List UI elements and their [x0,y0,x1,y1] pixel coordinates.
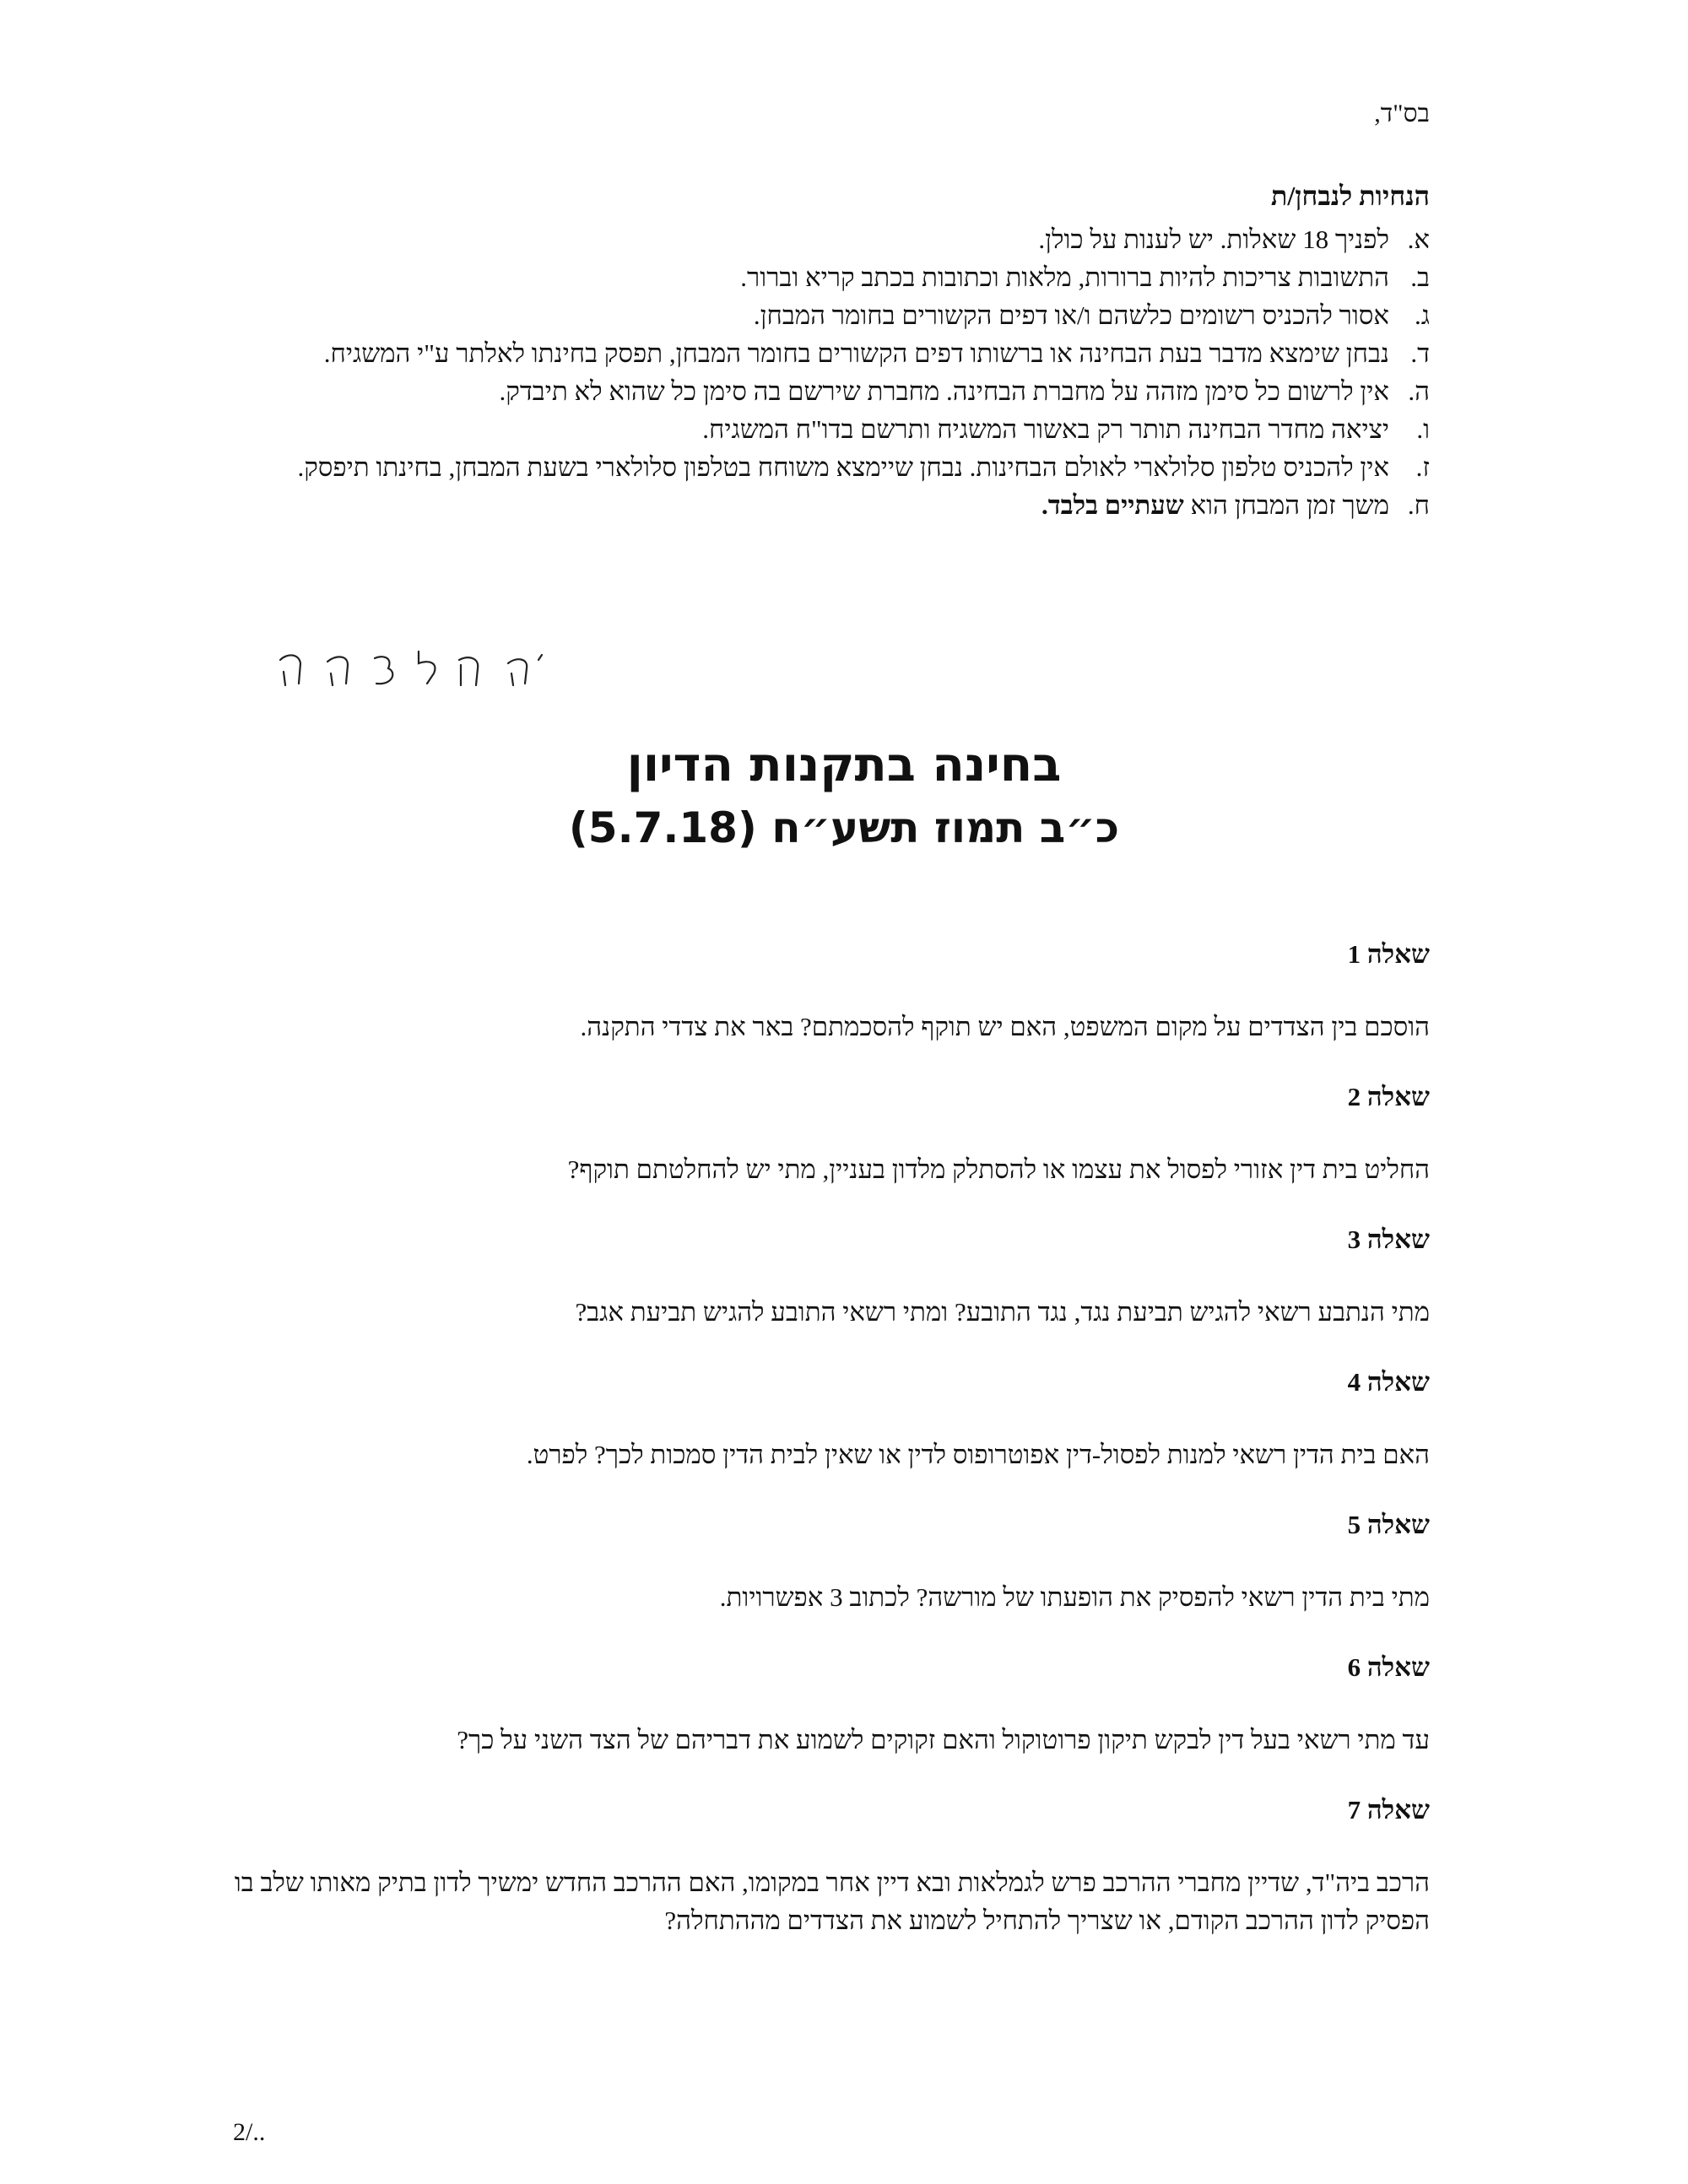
bsd-header: בס"ד, [1374,100,1430,127]
instruction-item [231,372,1430,410]
instruction-text: אסור להכניס רשומים כלשהם ו/או דפים הקשורים בחומר המבחן. [753,300,1389,330]
question [231,937,1430,1046]
instructions-list [231,220,1430,524]
instruction-item [231,334,1430,372]
question [231,1222,1430,1331]
question-label: שאלה 4 [1347,1367,1430,1397]
question-text: החליט בית דין אזורי לפסול את עצמו או להסתלק מלדון בעניין, מתי יש להחלטתם תוקף? [567,1154,1430,1184]
instruction-text: לפניך 18 שאלות. יש לענות על כולן. [1038,224,1389,254]
instruction-item [231,258,1430,296]
instruction-letter: ו. [1416,414,1430,444]
question-text: האם בית הדין רשאי למנות לפסול-דין אפוטרופוס לדין או שאין לבית הדין סמכות לכך? לפרט. [526,1440,1430,1469]
instruction-letter: ח. [1407,490,1430,520]
question [231,1079,1430,1188]
questions-section [231,937,1430,1973]
instruction-text: התשובות צריכות להיות ברורות, מלאות וכתובות בכתב קריא וברור. [740,262,1389,292]
instruction-letter: ד. [1410,338,1430,368]
exam-date: כ״ב תמוז תשע״ח (5.7.18) [568,803,1120,852]
question-text: הוסכם בין הצדדים על מקום המשפט, האם יש תוקף להסכמתם? באר את צדדי התקנה. [580,1012,1430,1041]
instruction-text: נבחן שימצא מדבר בעת הבחינה או ברשותו דפים הקשורים בחומר המבחן, תפסק בחינתו לאלתר ע"י המשגיח. [323,338,1389,368]
page-number: 2/.. [233,2118,266,2146]
instruction-letter: ז. [1415,452,1430,482]
question-text: מתי בית הדין רשאי להפסיק את הופעתו של מורשה? לכתוב 3 אפשרויות. [719,1582,1430,1612]
instruction-letter: ב. [1410,262,1430,292]
question-text: הרכב ביה"ד, שדיין מחברי ההרכב פרש לגמלאות ובא דיין אחר במקומו, האם ההרכב החדש ימשיך לדון בתיק מאותו שלב בו הפסיק לדון ההרכב הקודם, או שצריך להתחיל לשמוע את הצדדים מההתחלה? [234,1868,1430,1935]
exam-title-block [0,736,1688,857]
instruction-item [231,448,1430,486]
question-label: שאלה 3 [1347,1224,1430,1254]
question-text: מתי הנתבע רשאי להגיש תביעת נגד, נגד התובע? ומתי רשאי התובע להגיש תביעת אגב? [575,1297,1430,1327]
instruction-item [231,296,1430,334]
question-label: שאלה 1 [1347,939,1430,969]
instruction-letter: ה. [1408,376,1430,406]
instruction-letter: א. [1407,224,1430,254]
instruction-text: אין לרשום כל סימן מזהה על מחברת הבחינה. מחברת שירשם בה סימן כל שהוא לא תיבדק. [499,376,1389,406]
instruction-text [231,486,1389,524]
question-label: שאלה 2 [1347,1082,1430,1111]
exam-title: בחינה בתקנות הדיון [626,738,1062,792]
instruction-text: אין להכניס טלפון סלולארי לאולם הבחינות. נבחן שיימצא משוחח בטלפון סלולארי בשעת המבחן, בחינתו תיפסק. [297,452,1389,482]
question [231,1792,1430,1939]
question-label: שאלה 5 [1347,1510,1430,1539]
question [231,1365,1430,1473]
question-text: עד מתי רשאי בעל דין לבקש תיקון פרוטוקול והאם זקוקים לשמוע את דבריהם של הצד השני על כך? [457,1725,1430,1754]
instruction-item [231,220,1430,258]
handwritten-signature [270,635,557,702]
question-label: שאלה 7 [1347,1795,1430,1825]
instruction-text-bold: שעתיים בלבד. [1041,490,1184,520]
instruction-letter: ג. [1415,300,1430,330]
question [231,1650,1430,1759]
instruction-item [231,410,1430,448]
question [231,1507,1430,1616]
instruction-item [231,486,1430,524]
instruction-text: יציאה מחדר הבחינה תותר רק באשור המשגיח ותרשם בדו"ח המשגיח. [702,414,1389,444]
instructions-title: הנחיות לנבחן/ת [1270,181,1430,211]
instructions-section [231,177,1430,524]
instruction-text-plain: משך זמן המבחן הוא [1183,490,1389,520]
question-label: שאלה 6 [1347,1652,1430,1682]
